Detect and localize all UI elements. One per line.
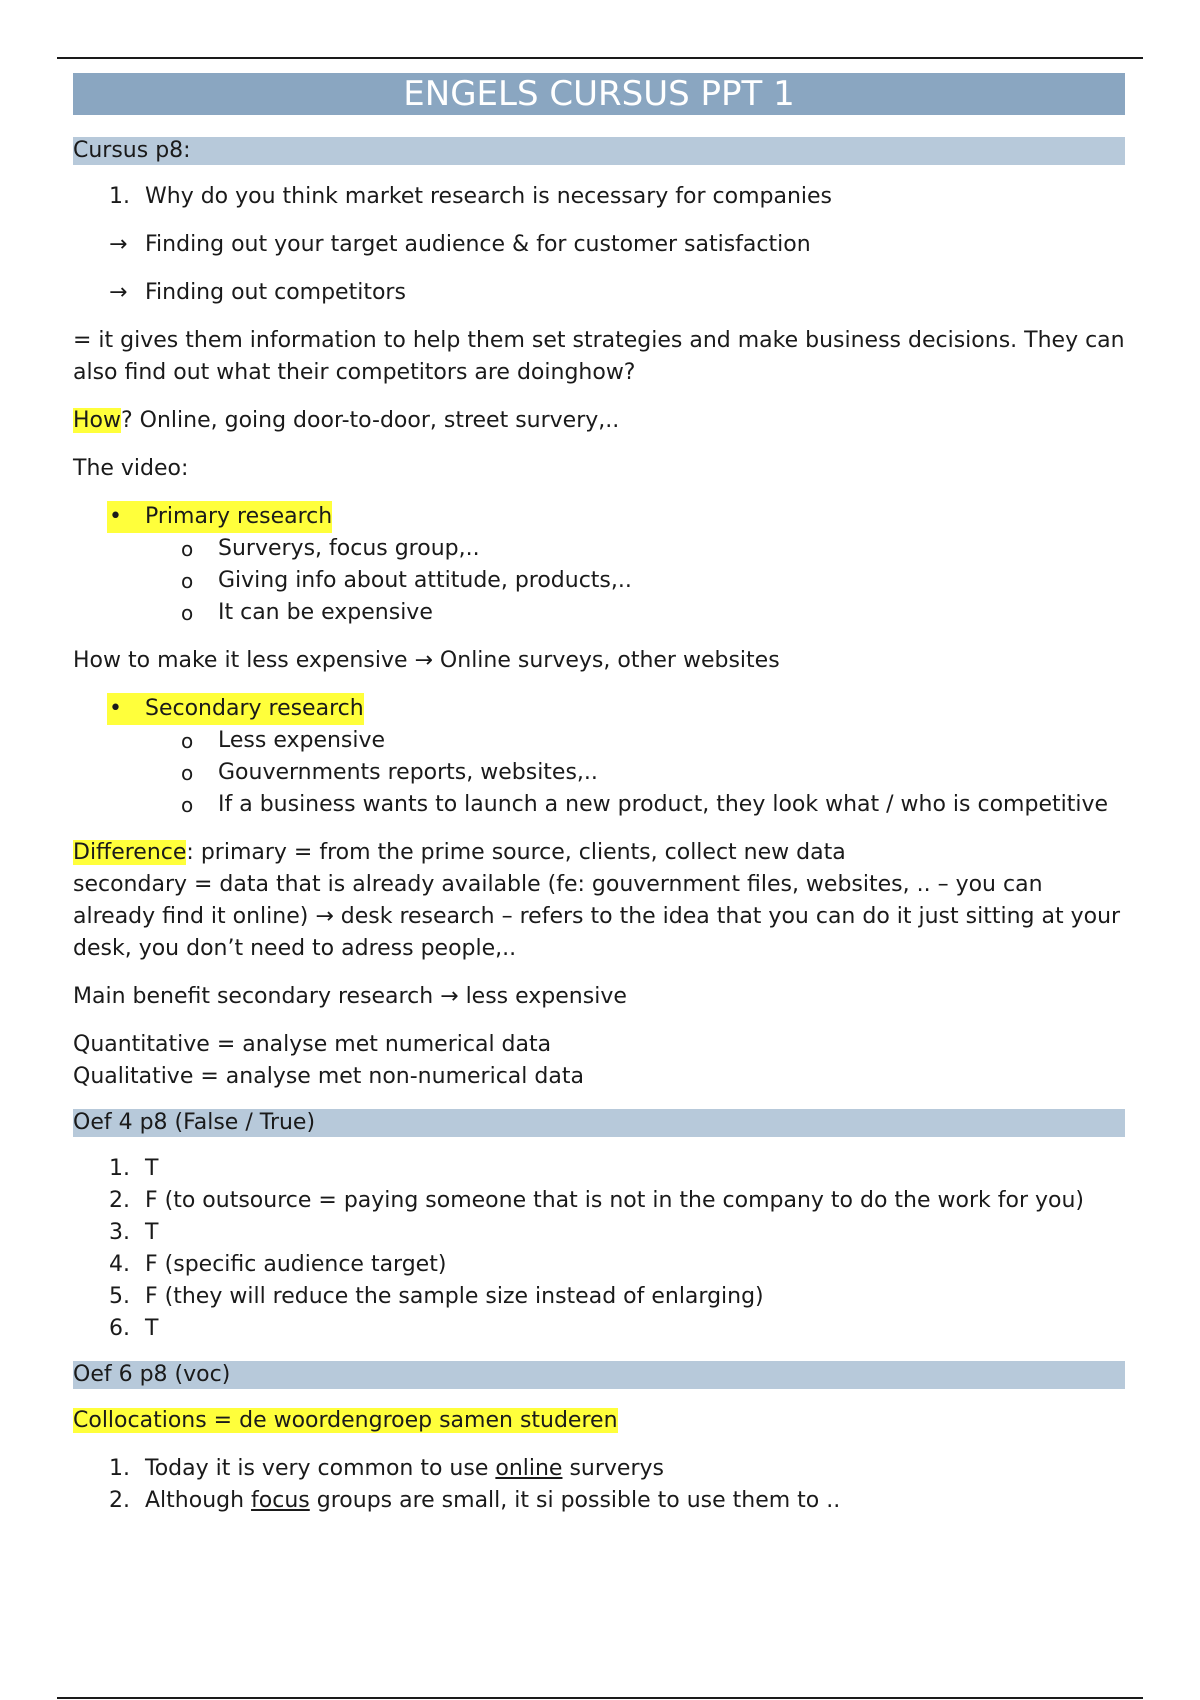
line-text: Main benefit secondary research bbox=[73, 984, 441, 1009]
sub-item-text: Gouvernments reports, websites,.. bbox=[218, 760, 598, 785]
bullet-primary bbox=[73, 501, 1125, 533]
arrow-item-text: Finding out your target audience & for customer satisfaction bbox=[145, 232, 811, 257]
vocab-list bbox=[73, 1453, 1125, 1517]
sub-item bbox=[73, 725, 1125, 757]
list-number: 2. bbox=[109, 1488, 130, 1513]
sub-bullet-icon: o bbox=[181, 569, 194, 593]
line-text: less expensive bbox=[458, 984, 627, 1009]
list-item bbox=[73, 1153, 1125, 1185]
sub-bullet-icon: o bbox=[181, 729, 194, 753]
bullet-secondary bbox=[73, 693, 1125, 725]
quant-qual-paragraph bbox=[73, 1029, 1125, 1093]
sub-item-text: It can be expensive bbox=[218, 600, 433, 625]
top-rule bbox=[57, 57, 1143, 59]
highlight-collocations: Collocations = de woordengroep samen studeren bbox=[73, 1408, 618, 1433]
sentence-text: Today it is very common to use bbox=[145, 1456, 496, 1481]
list-number: 5. bbox=[109, 1284, 130, 1309]
true-false-list bbox=[73, 1153, 1125, 1345]
arrow-icon: → bbox=[440, 984, 459, 1009]
list-item-text: F (to outsource = paying someone that is not in the company to do the work for you) bbox=[145, 1188, 1084, 1213]
difference-primary-text: : primary = from the prime source, clients, collect new data bbox=[186, 840, 846, 865]
sub-item bbox=[73, 597, 1125, 629]
list-number: 3. bbox=[109, 1220, 130, 1245]
list-number: 1. bbox=[109, 1456, 130, 1481]
list-item bbox=[73, 1485, 1125, 1517]
list-item bbox=[73, 1313, 1125, 1345]
arrow-icon: → bbox=[109, 280, 128, 305]
sub-bullet-icon: o bbox=[181, 537, 194, 561]
list-number: 6. bbox=[109, 1316, 130, 1341]
bullet-text: Secondary research bbox=[145, 696, 364, 721]
sentence-text: surverys bbox=[562, 1456, 664, 1481]
difference-secondary-text: secondary = data that is already available (fe: gouvernment files, websites, .. – you can already find it online) bbox=[73, 872, 1043, 929]
list-item bbox=[73, 1453, 1125, 1485]
question-text: Why do you think market research is necessary for companies bbox=[145, 184, 833, 209]
quantitative-text: Quantitative = analyse met numerical data bbox=[73, 1032, 552, 1057]
list-item bbox=[73, 1281, 1125, 1313]
list-item bbox=[73, 1185, 1125, 1217]
list-item-text: T bbox=[145, 1316, 159, 1341]
arrow-item-2 bbox=[73, 277, 1125, 309]
less-expensive-line bbox=[73, 645, 1125, 677]
arrow-icon: → bbox=[414, 648, 433, 673]
arrow-icon: → bbox=[315, 904, 334, 929]
highlight-difference: Difference bbox=[73, 840, 187, 865]
collocations-line bbox=[73, 1405, 1125, 1437]
list-number: 1. bbox=[109, 184, 130, 209]
secondary-research-list bbox=[73, 693, 1125, 821]
list-item-text: T bbox=[145, 1220, 159, 1245]
list-item-text: F (specific audience target) bbox=[145, 1252, 447, 1277]
line-text: How to make it less expensive bbox=[73, 648, 415, 673]
sub-bullet-icon: o bbox=[181, 601, 194, 625]
list-item bbox=[73, 1217, 1125, 1249]
arrow-item-text: Finding out competitors bbox=[145, 280, 406, 305]
sentence-text: Although bbox=[145, 1488, 252, 1513]
video-label: The video: bbox=[73, 456, 189, 481]
highlight-secondary bbox=[107, 693, 364, 725]
list-number: 4. bbox=[109, 1252, 130, 1277]
sub-item-text: If a business wants to launch a new product, they look what / who is competitive bbox=[218, 792, 1109, 817]
highlight-primary bbox=[107, 501, 332, 533]
highlight-how: How bbox=[73, 408, 121, 433]
list-number: 1. bbox=[109, 1156, 130, 1181]
sub-bullet-icon: o bbox=[181, 761, 194, 785]
section-heading-cursus: Cursus p8: bbox=[73, 137, 1125, 165]
underlined-word: focus bbox=[251, 1488, 310, 1513]
line-text: Online surveys, other websites bbox=[432, 648, 780, 673]
list-item bbox=[73, 1249, 1125, 1281]
sub-item bbox=[73, 565, 1125, 597]
qualitative-text: Qualitative = analyse met non-numerical data bbox=[73, 1064, 584, 1089]
arrow-icon: → bbox=[109, 232, 128, 257]
list-item-text: T bbox=[145, 1156, 159, 1181]
bottom-rule bbox=[57, 1697, 1143, 1699]
bullet-icon: • bbox=[109, 504, 122, 529]
how-paragraph bbox=[73, 405, 1125, 437]
how-text: ? Online, going door-to-door, street survery,.. bbox=[121, 408, 620, 433]
sub-item-text: Surverys, focus group,.. bbox=[218, 536, 480, 561]
difference-paragraph bbox=[73, 837, 1125, 965]
list-item-text: F (they will reduce the sample size instead of enlarging) bbox=[145, 1284, 764, 1309]
question-1 bbox=[73, 181, 1125, 213]
document-title: ENGELS CURSUS PPT 1 bbox=[73, 73, 1125, 115]
list-number: 2. bbox=[109, 1188, 130, 1213]
document-page bbox=[73, 73, 1125, 1533]
sub-item bbox=[73, 533, 1125, 565]
bullet-icon: • bbox=[109, 696, 122, 721]
sub-item bbox=[73, 789, 1125, 821]
primary-research-list bbox=[73, 501, 1125, 629]
sentence-text: groups are small, it si possible to use them to .. bbox=[309, 1488, 841, 1513]
section-heading-oef6: Oef 6 p8 (voc) bbox=[73, 1361, 1125, 1389]
benefit-line bbox=[73, 981, 1125, 1013]
answer-paragraph: = it gives them information to help them set strategies and make business decisions. They can also find out what their competitors are doinghow? bbox=[73, 328, 1125, 385]
difference-desk-text: desk research – refers to the idea that you can do it just sitting at your desk, you don’t need to adress people,.. bbox=[73, 904, 1121, 961]
sub-bullet-icon: o bbox=[181, 793, 194, 817]
sub-item-text: Giving info about attitude, products,.. bbox=[218, 568, 632, 593]
underlined-word: online bbox=[495, 1456, 563, 1481]
sub-item-text: Less expensive bbox=[218, 728, 386, 753]
section-heading-oef4: Oef 4 p8 (False / True) bbox=[73, 1109, 1125, 1137]
sub-item bbox=[73, 757, 1125, 789]
arrow-item-1 bbox=[73, 229, 1125, 261]
bullet-text: Primary research bbox=[145, 504, 333, 529]
